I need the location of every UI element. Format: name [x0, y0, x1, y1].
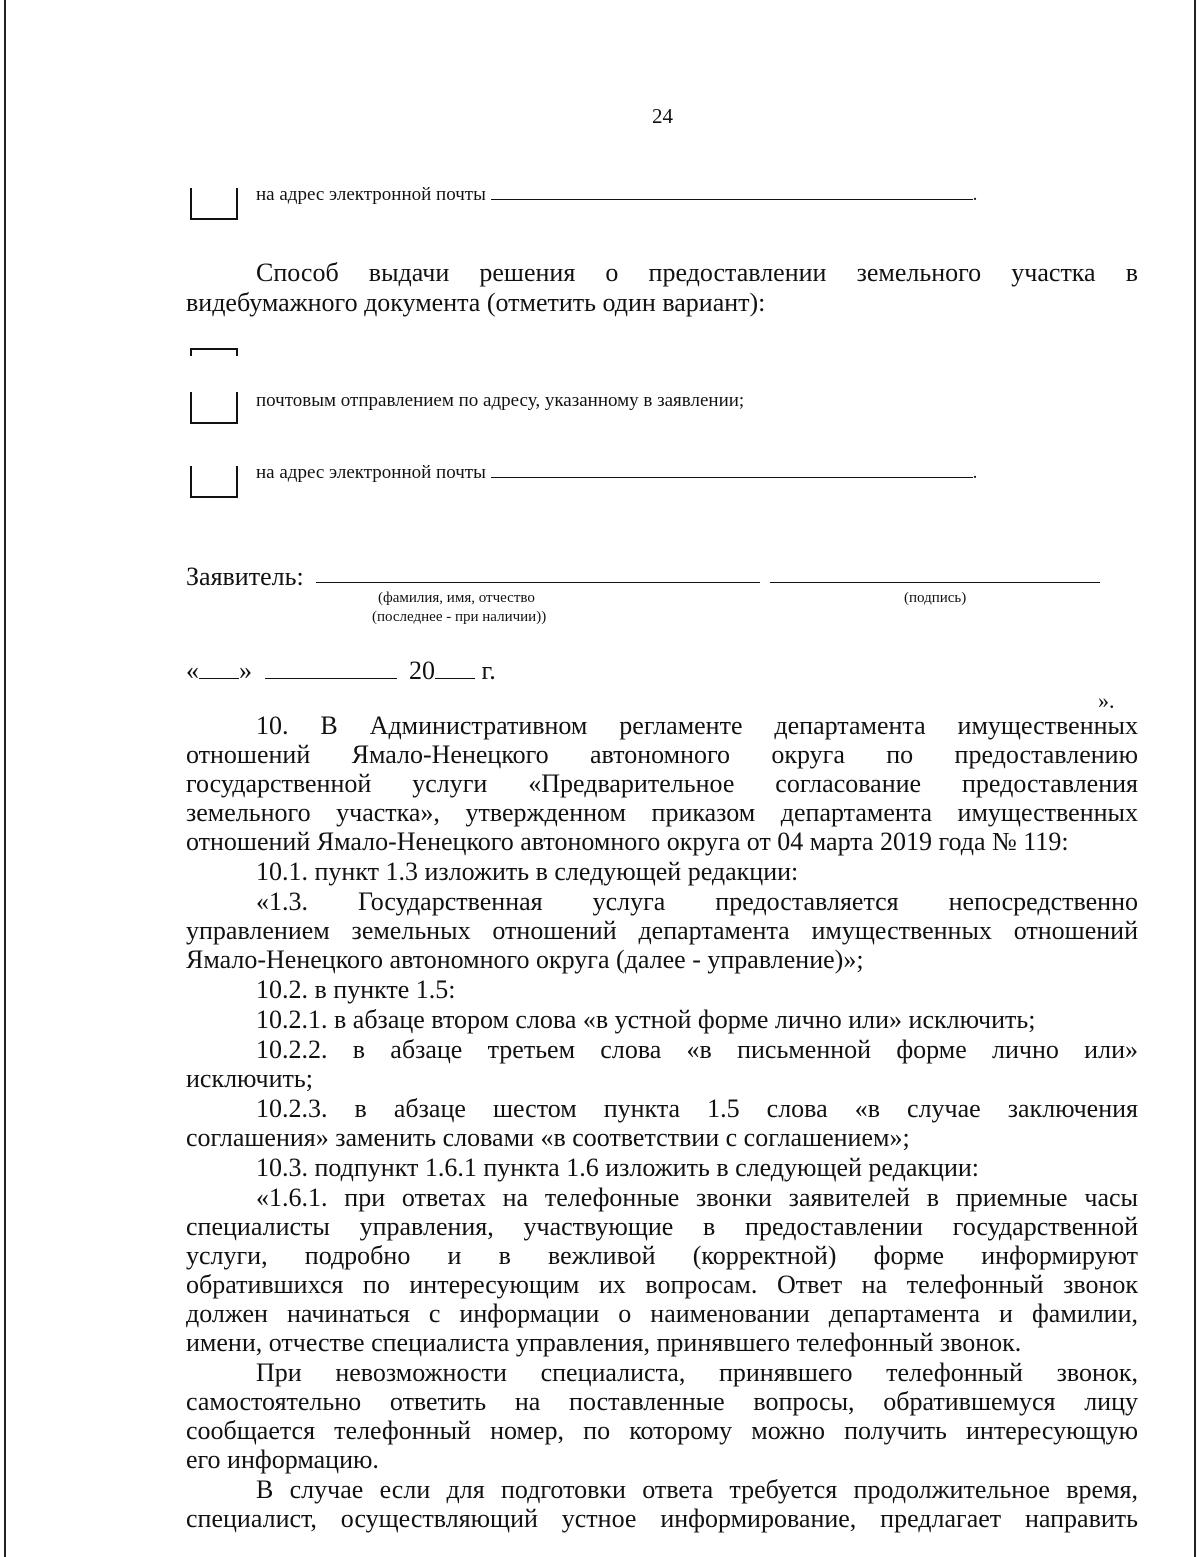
post-option-label: почтовым отправлением по адресу, указанному в заявлении;	[256, 390, 745, 411]
body-line: земельного участка», утвержденном приказом департамента имущественных	[186, 798, 1138, 827]
body-line: его информацию.	[186, 1445, 379, 1474]
date-year-suffix: г.	[481, 656, 496, 685]
body-line: отношений Ямало-Ненецкого автономного округа по предоставлению	[186, 740, 1138, 769]
post-checkbox[interactable]	[190, 392, 238, 424]
body-line: обратившихся по интересующим их вопросам. Ответ на телефонный звонок	[186, 1270, 1138, 1299]
body-line: 10.2.2. в абзаце третьем слова «в письменной форме лично или»	[256, 1035, 1138, 1064]
body-line: должен начинаться с информации о наименовании департамента и фамилии,	[186, 1299, 1138, 1328]
email-blank-2[interactable]	[491, 477, 973, 478]
body-line: 10. В Административном регламенте департамента имущественных	[256, 711, 1138, 740]
date-year-prefix: 20	[409, 656, 435, 685]
body-line: самостоятельно ответить на поставленные вопросы, обратившемуся лицу	[186, 1387, 1138, 1416]
body-line: 10.2.1. в абзаце втором слова «в устной форме лично или» исключить;	[256, 1005, 1036, 1034]
body-line: 10.1. пункт 1.3 изложить в следующей редакции:	[256, 857, 799, 886]
email-option-2-label: на адрес электронной почты	[256, 462, 486, 483]
email-checkbox-1[interactable]	[190, 188, 238, 220]
body-line: «1.6.1. при ответах на телефонные звонки заявителей в приемные часы	[256, 1183, 1138, 1212]
checkbox-mark	[190, 348, 238, 356]
body-line: отношений Ямало-Ненецкого автономного округа от 04 марта 2019 года № 119:	[186, 827, 1069, 856]
email-blank-1[interactable]	[491, 199, 973, 200]
body-line: «1.3. Государственная услуга предоставляется непосредственно	[256, 887, 1138, 916]
date-day-blank[interactable]	[199, 678, 239, 679]
closing-quote: ».	[1098, 688, 1115, 713]
method-heading-line-1: Способ выдачи решения о предоставлении земельного участка в	[256, 258, 1138, 287]
body-line: специалист, осуществляющий устное информирование, предлагает направить	[186, 1504, 1138, 1533]
body-line: 10.2.3. в абзаце шестом пункта 1.5 слова «в случае заключения	[256, 1094, 1138, 1123]
email-option-1	[256, 184, 977, 206]
body-line: исключить;	[186, 1064, 313, 1093]
body-line: имени, отчестве специалиста управления, принявшего телефонный звонок.	[186, 1328, 1022, 1357]
body-line: соглашения» заменить словами «в соответствии с соглашением»;	[186, 1123, 910, 1152]
body-line: При невозможности специалиста, принявшего телефонный звонок,	[256, 1358, 1138, 1387]
body-line: услуги, подробно и в вежливой (корректной) форме информируют	[186, 1241, 1138, 1270]
applicant-signature-line[interactable]	[770, 582, 1100, 583]
email-option-2-end: .	[972, 462, 978, 483]
email-option-1-end: .	[972, 184, 978, 205]
body-line: специалисты управления, участвующие в предоставлении государственной	[186, 1212, 1138, 1241]
body-line: 10.2. в пункте 1.5:	[256, 975, 456, 1004]
fio-caption-1: (фамилия, имя, отчество	[378, 590, 535, 606]
method-heading-line-2: видебумажного документа (отметить один вариант):	[186, 288, 766, 317]
scan-edge-left	[4, 0, 6, 1557]
body-line: сообщается телефонный номер, по которому можно получить интересующую	[186, 1416, 1138, 1445]
page-number: 24	[652, 104, 673, 128]
email-option-1-label: на адрес электронной почты	[256, 184, 486, 205]
email-option-2	[256, 462, 977, 484]
body-line: управлением земельных отношений департамента имущественных отношений	[186, 916, 1138, 945]
date-month-blank[interactable]	[265, 678, 397, 679]
date-line	[186, 656, 496, 686]
scan-edge-right	[1194, 0, 1196, 1557]
fio-caption-2: (последнее - при наличии))	[372, 609, 547, 625]
date-open-quote: «	[186, 656, 199, 685]
body-line: Ямало-Ненецкого автономного округа (далее - управление)»;	[186, 945, 864, 974]
body-line: государственной услуги «Предварительное согласование предоставления	[186, 769, 1138, 798]
email-checkbox-2[interactable]	[190, 466, 238, 498]
date-close-quote: »	[239, 656, 252, 685]
signature-caption: (подпись)	[904, 590, 967, 606]
date-year-blank[interactable]	[435, 678, 475, 679]
body-line: В случае если для подготовки ответа требуется продолжительное время,	[256, 1475, 1138, 1504]
applicant-name-line[interactable]	[316, 582, 760, 583]
applicant-label: Заявитель:	[186, 562, 304, 591]
body-line: 10.3. подпункт 1.6.1 пункта 1.6 изложить в следующей редакции:	[256, 1153, 979, 1182]
